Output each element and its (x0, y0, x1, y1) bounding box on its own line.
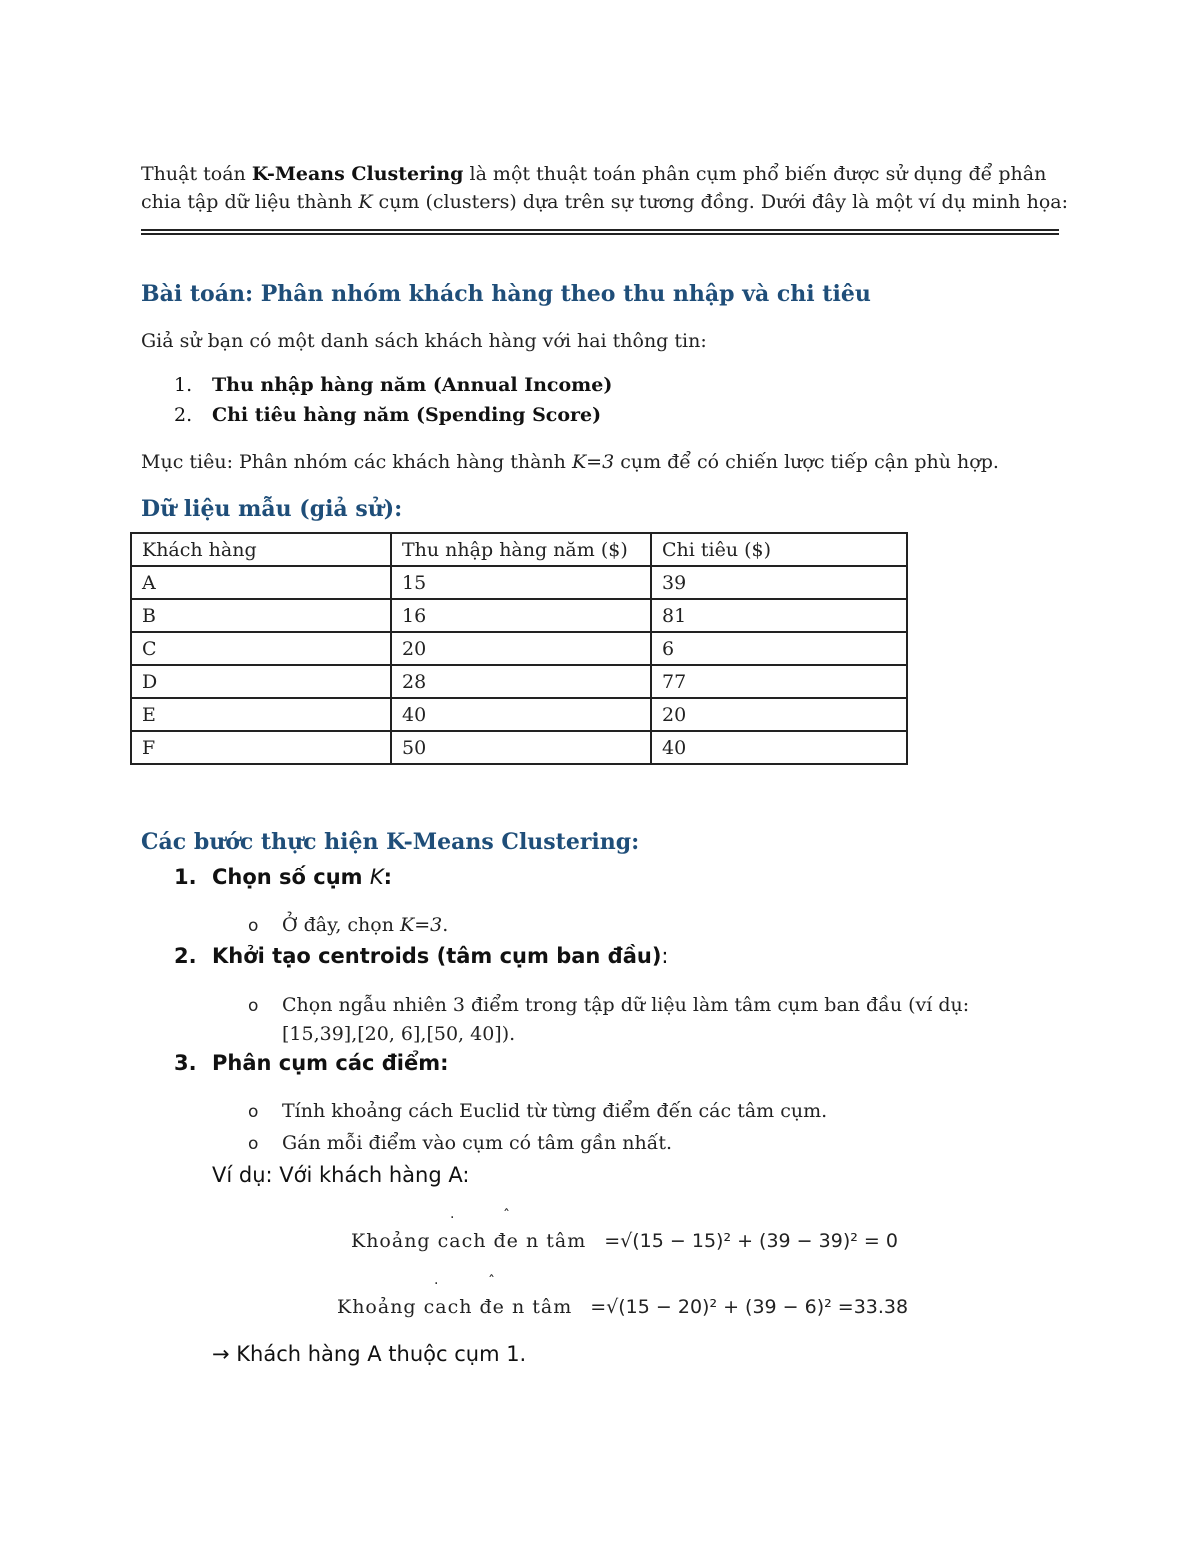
table-header-row (131, 533, 907, 566)
goal-suffix: cụm để có chiến lược tiếp cận phù hợp. (614, 451, 999, 473)
table-row (131, 731, 907, 764)
step-1-title (174, 865, 392, 889)
equation-1 (351, 1230, 898, 1252)
table-row (131, 566, 907, 599)
table-cell: 40 (651, 731, 907, 764)
step-number: 2. (174, 944, 197, 968)
conclusion-line: → Khách hàng A thuộc cụm 1. (212, 1342, 527, 1366)
table-cell: 50 (391, 731, 651, 764)
sample-data-table (130, 532, 908, 765)
goal-math: K=3 (571, 451, 615, 473)
equation-label: Khoảng cach đe n tâm (351, 1230, 587, 1252)
list-item-text: Thu nhập hàng năm (Annual Income) (212, 374, 613, 396)
list-item-text: Chi tiêu hàng năm (Spending Score) (212, 404, 602, 426)
step-title: Khởi tạo centroids (tâm cụm ban đầu) (212, 944, 662, 968)
step-3-bullet (248, 1132, 672, 1154)
intro-text-1: Thuật toán (141, 163, 252, 185)
accent-mark: · (434, 1276, 439, 1292)
step-2-title (174, 944, 669, 968)
step-title: Phân cụm các điểm: (212, 1051, 449, 1075)
table-cell: 28 (391, 665, 651, 698)
table-cell: D (131, 665, 391, 698)
goal-line (141, 451, 999, 473)
intro-text-3: cụm (clusters) dựa trên sự tương đồng. Dưới đây là một ví dụ minh họa: (372, 191, 1068, 213)
table-cell: B (131, 599, 391, 632)
table-cell: A (131, 566, 391, 599)
bullet-text: Tính khoảng cách Euclid từ từng điểm đến các tâm cụm. (282, 1100, 828, 1122)
list-item (174, 404, 601, 426)
steps-heading: Các bước thực hiện K-Means Clustering: (141, 829, 640, 855)
table-cell: 20 (391, 632, 651, 665)
table-cell: 6 (651, 632, 907, 665)
step-number: 3. (174, 1051, 197, 1075)
accent-mark: · (450, 1210, 455, 1226)
table-row (131, 698, 907, 731)
table-cell: 40 (391, 698, 651, 731)
column-header: Chi tiêu ($) (651, 533, 907, 566)
table-row (131, 599, 907, 632)
column-header: Thu nhập hàng năm ($) (391, 533, 651, 566)
step-2-bullet-continuation: [15,39],[20, 6],[50, 40]). (282, 1023, 516, 1045)
caret-mark: ˆ (488, 1274, 495, 1290)
bullet-math: K=3 (400, 914, 443, 936)
list-number: 1. (174, 374, 193, 396)
table-cell: E (131, 698, 391, 731)
table-cell: 39 (651, 566, 907, 599)
list-item (174, 374, 612, 396)
bullet-icon: o (248, 1102, 259, 1122)
equation-label: Khoảng cach đe n tâm (337, 1296, 573, 1318)
table-cell: 20 (651, 698, 907, 731)
step-2-bullet (248, 994, 969, 1016)
column-header: Khách hàng (131, 533, 391, 566)
intro-bold-term: K-Means Clustering (251, 163, 464, 185)
step-3-bullet (248, 1100, 827, 1122)
step-3-title (174, 1051, 449, 1075)
problem-lead: Giả sử bạn có một danh sách khách hàng với hai thông tin: (141, 330, 707, 352)
table-cell: C (131, 632, 391, 665)
bullet-text: Chọn ngẫu nhiên 3 điểm trong tập dữ liệu làm tâm cụm ban đầu (ví dụ: (282, 994, 970, 1016)
step-1-bullet (248, 914, 448, 936)
bullet-suffix: . (442, 914, 449, 936)
example-label: Ví dụ: Với khách hàng A: (212, 1163, 470, 1187)
step-k: K (369, 865, 384, 889)
horizontal-rule-top (141, 229, 1059, 231)
horizontal-rule-bottom (141, 233, 1059, 235)
bullet-icon: o (248, 916, 259, 936)
problem-heading: Bài toán: Phân nhóm khách hàng theo thu nhập và chi tiêu (141, 281, 871, 307)
bullet-text: Gán mỗi điểm vào cụm có tâm gần nhất. (282, 1132, 673, 1154)
table-row (131, 665, 907, 698)
table-cell: 16 (391, 599, 651, 632)
table-cell: 81 (651, 599, 907, 632)
list-number: 2. (174, 404, 193, 426)
bullet-text: Ở đây, chọn (282, 914, 400, 936)
table-cell: F (131, 731, 391, 764)
step-number: 1. (174, 865, 197, 889)
step-title: Chọn số cụm (212, 865, 370, 889)
step-colon: : (383, 865, 393, 889)
equation-2 (337, 1296, 908, 1318)
table-cell: 15 (391, 566, 651, 599)
intro-k: K (358, 191, 373, 213)
step-colon: : (661, 944, 669, 968)
table-row (131, 632, 907, 665)
caret-mark: ˆ (503, 1208, 510, 1224)
table-cell: 77 (651, 665, 907, 698)
equation-expression: =√(15 − 15)² + (39 − 39)² = 0 (604, 1230, 898, 1252)
sample-heading: Dữ liệu mẫu (giả sử): (141, 496, 403, 522)
bullet-icon: o (248, 1134, 259, 1154)
equation-expression: =√(15 − 20)² + (39 − 6)² =33.38 (590, 1296, 909, 1318)
intro-text-2: là một thuật toán phân cụm phổ biến được sử dụng để phân chia tập dữ liệu thành (141, 163, 1047, 213)
bullet-icon: o (248, 996, 259, 1016)
goal-prefix: Mục tiêu: Phân nhóm các khách hàng thành (141, 451, 572, 473)
intro-paragraph (141, 160, 1071, 216)
